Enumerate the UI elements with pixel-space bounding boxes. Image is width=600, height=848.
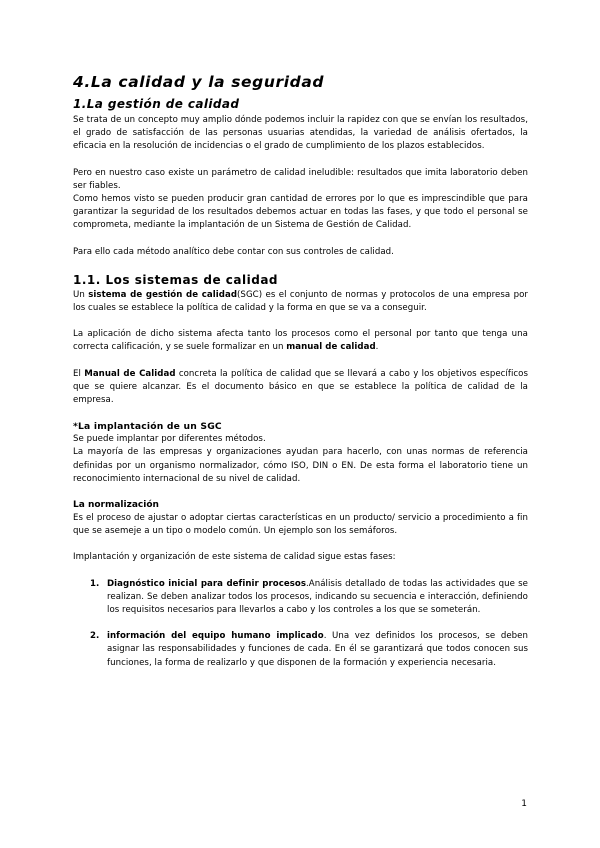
list-item: 1. Diagnóstico inicial para definir procesos.Análisis detallado de todas las actividades que se realizan. Se deben analizar todos los procesos, indicando su secuencia e interacción, definiendo los requisitos necesarios para llevarlos a cabo y los controles a los que se someterán. [90,578,528,616]
phases-list [73,578,528,670]
paragraph-application: La aplicación de dicho sistema afecta tanto los procesos como el personal por tanto que tenga una correcta calificación, y se suele formalizar en un manual de calidad. [73,329,528,353]
paragraph-methods: Se puede implantar por diferentes métodos. [73,434,266,445]
section-heading-quality-management: 1.La gestión de calidad [73,97,240,111]
main-heading: 4.La calidad y la seguridad [73,73,325,91]
paragraph-parameter: Pero en nuestro caso existe un parámetro de calidad ineludible: resultados que imita laboratorio deben ser fiables. [73,167,528,191]
paragraph-errors: Como hemos visto se pueden producir gran cantidad de errores por lo que es imprescindible que para garantizar la seguridad de los resultados debemos actuar en todas las fases, y que todo el personal se comprometa, mediante la implantación de un Sistema de Gestión de Calidad. [73,194,528,231]
paragraph-normalization: Es el proceso de ajustar o adoptar ciertas características en un producto/ servicio a procedimiento a fin que se asemeje a un tipo o modelo común. Un ejemplo son los semáforos. [73,513,528,537]
subheading-sgc-implementation: *La implantación de un SGC [73,421,222,433]
paragraph-concept: Se trata de un concepto muy amplio dónde podemos incluir la rapidez con que se envían los resultados, el grado de satisfacción de las personas usuarias atendidas, la variedad de análisis ofertados, la eficacia en la resolución de incidencias o el grado de cumplimiento de los plazos establecidos. [73,115,528,152]
paragraph-quality-manual: El Manual de Calidad concreta la política de calidad que se llevará a cabo y los objetivos específicos que se quiere alcanzar. Es el documento básico en que se establece la política de calidad de la empresa. [73,368,528,406]
subheading-normalization: La normalización [73,500,159,511]
document-page [73,72,528,670]
list-item: 2. información del equipo humano implicado. Una vez definidos los procesos, se deben asignar las responsabilidades y funciones de cada. En él se garantizará que todos conocen sus funciones, la forma de realizarlo y que disponen de la formación y experiencia necesaria. [90,631,528,668]
page-number: 1 [521,799,527,809]
paragraph-standards: La mayoría de las empresas y organizaciones ayudan para hacerlo, con unas normas de referencia definidas por un organismo normalizador, cómo ISO, DIN o EN. De esta forma el laboratorio tiene un reconocimiento internacional de su nivel de calidad. [73,447,528,484]
paragraph-controls: Para ello cada método analítico debe contar con sus controles de calidad. [73,246,394,257]
paragraph-sgc-definition: Un sistema de gestión de calidad(SGC) es el conjunto de normas y protocolos de una empresa por los cuales se establece la política de calidad y la forma en que se va a conseguir. [73,289,529,314]
section-heading-quality-systems: 1.1. Los sistemas de calidad [73,272,279,287]
paragraph-phases: Implantación y organización de este sistema de calidad sigue estas fases: [73,552,396,563]
